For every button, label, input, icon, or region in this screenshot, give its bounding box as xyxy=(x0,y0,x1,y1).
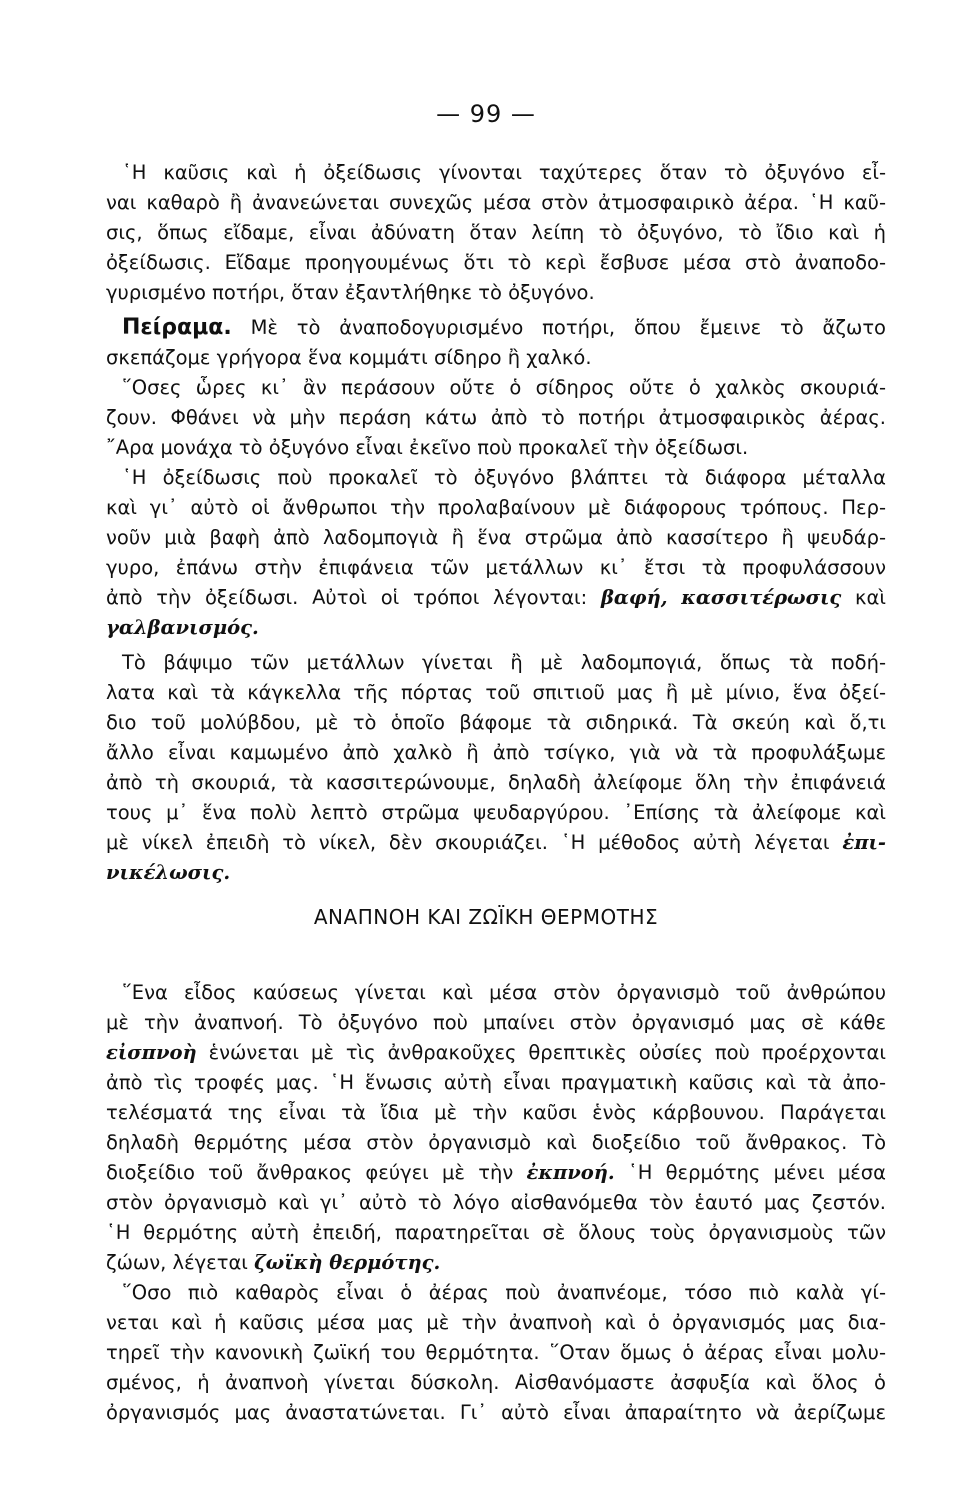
text-line: νοῦν μιὰ βαφὴ ἀπὸ λαδομπογιὰ ἢ ἕνα στρῶμα ἀπὸ κασσίτερο ἢ ψευδάρ- xyxy=(106,526,886,549)
text-line: ζουν. Φθάνει νὰ μὴν περάση κάτω ἀπὸ τὸ ποτήρι ἀτμοσφαιρικὸς ἀέρας. xyxy=(106,406,886,429)
text-line: σκεπάζομε γρήγορα ἕνα κομμάτι σίδηρο ἢ χαλκό. xyxy=(106,346,592,369)
text-line: ναι καθαρὸ ἢ ἀνανεώνεται συνεχῶς μέσα στὸν ἀτμοσφαιρικὸ ἀέρα. ῾Η καῦ- xyxy=(106,191,886,214)
text-line: στὸν ὀργανισμὸ καὶ γι᾽ αὐτὸ τὸ λόγο αἰσθανόμεθα τὸν ἑαυτό μας ζεστόν. xyxy=(106,1191,886,1214)
text-line: Τὸ βάψιμο τῶν μετάλλων γίνεται ἢ μὲ λαδομπογιά, ὅπως τὰ ποδή- xyxy=(122,651,886,674)
text-line: νεται καὶ ἡ καῦσις μέσα μας μὲ τὴν ἀναπνοὴ καὶ ὁ ὀργανισμός μας δια- xyxy=(106,1311,886,1334)
text-line: δηλαδὴ θερμότης μέσα στὸν ὀργανισμὸ καὶ διοξείδιο τοῦ ἄνθρακος. Τὸ xyxy=(106,1131,886,1154)
page-number: — 99 — xyxy=(436,100,536,128)
text-line: Πείραμα. Μὲ τὸ ἀναποδογυρισμένο ποτήρι, ὅπου ἔμεινε τὸ ἄζωτο xyxy=(122,315,886,340)
text-line: ὀργανισμός μας ἀναστατώνεται. Γι᾽ αὐτὸ εἶναι ἀπαραίτητο νὰ ἀερίζωμε xyxy=(106,1401,886,1424)
text-line: μὲ τὴν ἀναπνοή. Τὸ ὀξυγόνο ποὺ μπαίνει στὸν ὀργανισμό μας σὲ κάθε xyxy=(106,1011,886,1034)
text-line: τους μ᾽ ἕνα πολὺ λεπτὸ στρῶμα ψευδαργύρου. ᾽Επίσης τὰ ἀλείφομε καὶ xyxy=(106,801,886,824)
text-line: καὶ γι᾽ αὐτὸ οἱ ἄνθρωποι τὴν προλαβαίνουν μὲ διάφορους τρόπους. Περ- xyxy=(106,496,886,519)
text-line: ῞Οσες ὧρες κι᾽ ἂν περάσουν οὔτε ὁ σίδηρος οὔτε ὁ χαλκὸς σκουριά- xyxy=(122,376,886,399)
text-line: ἄλλο εἶναι καμωμένο ἀπὸ χαλκὸ ἢ ἀπὸ τσίγκο, γιὰ νὰ τὰ προφυλάξωμε xyxy=(106,741,886,764)
text-line: διο τοῦ μολύβδου, μὲ τὸ ὁποῖο βάφομε τὰ σιδηρικά. Τὰ σκεύη καὶ ὅ,τι xyxy=(106,711,886,734)
text-line: εἰσπνοὴ ἑνώνεται μὲ τὶς ἀνθρακοῦχες θρεπτικὲς οὐσίες ποὺ προέρχονται xyxy=(106,1041,886,1064)
text-line: τηρεῖ τὴν κανονικὴ ζωϊκή του θερμότητα. ῞Οταν ὅμως ὁ ἀέρας εἶναι μολυ- xyxy=(106,1341,886,1364)
text-line: ἀπὸ τὴν ὀξείδωσι. Αὐτοὶ οἱ τρόποι λέγονται: βαφή, κασσιτέρωσις καὶ xyxy=(106,586,886,609)
text-line: λατα καὶ τὰ κάγκελλα τῆς πόρτας τοῦ σπιτιοῦ μας ἢ μὲ μίνιο, ἕνα ὀξεί- xyxy=(106,681,886,704)
text-line: ζώων, λέγεται ζωϊκὴ θερμότης. xyxy=(106,1251,441,1274)
text-line: ῎Αρα μονάχα τὸ ὀξυγόνο εἶναι ἐκεῖνο ποὺ προκαλεῖ τὴν ὀξείδωσι. xyxy=(106,436,749,459)
text-line: ἀπὸ τὴ σκουριά, τὰ κασσιτερώνουμε, δηλαδὴ ἀλείφομε ὅλη τὴν ἐπιφάνειά xyxy=(106,771,886,794)
text-line: ῾Η ὀξείδωσις ποὺ προκαλεῖ τὸ ὀξυγόνο βλάπτει τὰ διάφορα μέταλλα xyxy=(122,466,886,489)
text-line: σις, ὅπως εἴδαμε, εἶναι ἀδύνατη ὅταν λείπη τὸ ὀξυγόνο, τὸ ἴδιο καὶ ἡ xyxy=(106,221,886,244)
text-line: γυρισμένο ποτήρι, ὅταν ἐξαντλήθηκε τὸ ὀξυγόνο. xyxy=(106,281,595,304)
text-line: ῾Η θερμότης αὐτὴ ἐπειδή, παρατηρεῖται σὲ ὅλους τοὺς ὀργανισμοὺς τῶν xyxy=(106,1221,886,1244)
text-line: νικέλωσις. xyxy=(106,861,231,884)
text-line: ἀπὸ τὶς τροφές μας. ῾Η ἕνωσις αὐτὴ εἶναι πραγματικὴ καῦσις καὶ τὰ ἀπο- xyxy=(106,1071,886,1094)
text-line: μὲ νίκελ ἐπειδὴ τὸ νίκελ, δὲν σκουριάζει. ῾Η μέθοδος αὐτὴ λέγεται ἐπι- xyxy=(106,831,886,854)
text-line: τελέσματά της εἶναι τὰ ἴδια μὲ τὴν καῦσι ἑνὸς κάρβουνου. Παράγεται xyxy=(106,1101,886,1124)
text-line: ῾Η καῦσις καὶ ἡ ὀξείδωσις γίνονται ταχύτερες ὅταν τὸ ὀξυγόνο εἶ- xyxy=(122,161,886,184)
text-line: διοξείδιο τοῦ ἄνθρακος φεύγει μὲ τὴν ἐκπνοή. ῾Η θερμότης μένει μέσα xyxy=(106,1161,886,1184)
text-line: ὀξείδωσις. Εἴδαμε προηγουμένως ὅτι τὸ κερὶ ἔσβυσε μέσα στὸ ἀναποδο- xyxy=(106,251,886,274)
text-line: ῞Ενα εἶδος καύσεως γίνεται καὶ μέσα στὸν ὀργανισμὸ τοῦ ἀνθρώπου xyxy=(122,981,886,1004)
section-heading: ΑΝΑΠΝΟΗ ΚΑΙ ΖΩΪΚΗ ΘΕΡΜΟΤΗΣ xyxy=(313,905,659,929)
experiment-label: Πείραμα. xyxy=(122,315,232,340)
text-line: σμένος, ἡ ἀναπνοὴ γίνεται δύσκολη. Αἰσθανόμαστε ἀσφυξία καὶ ὅλος ὁ xyxy=(106,1371,886,1394)
text-line: γαλβανισμός. xyxy=(106,616,259,639)
text-line: ῞Οσο πιὸ καθαρὸς εἶναι ὁ ἀέρας ποὺ ἀναπνέομε, τόσο πιὸ καλὰ γί- xyxy=(122,1281,886,1304)
text-line: γυρο, ἐπάνω στὴν ἐπιφάνεια τῶν μετάλλων κι᾽ ἔτσι τὰ προφυλάσσουν xyxy=(106,556,886,579)
